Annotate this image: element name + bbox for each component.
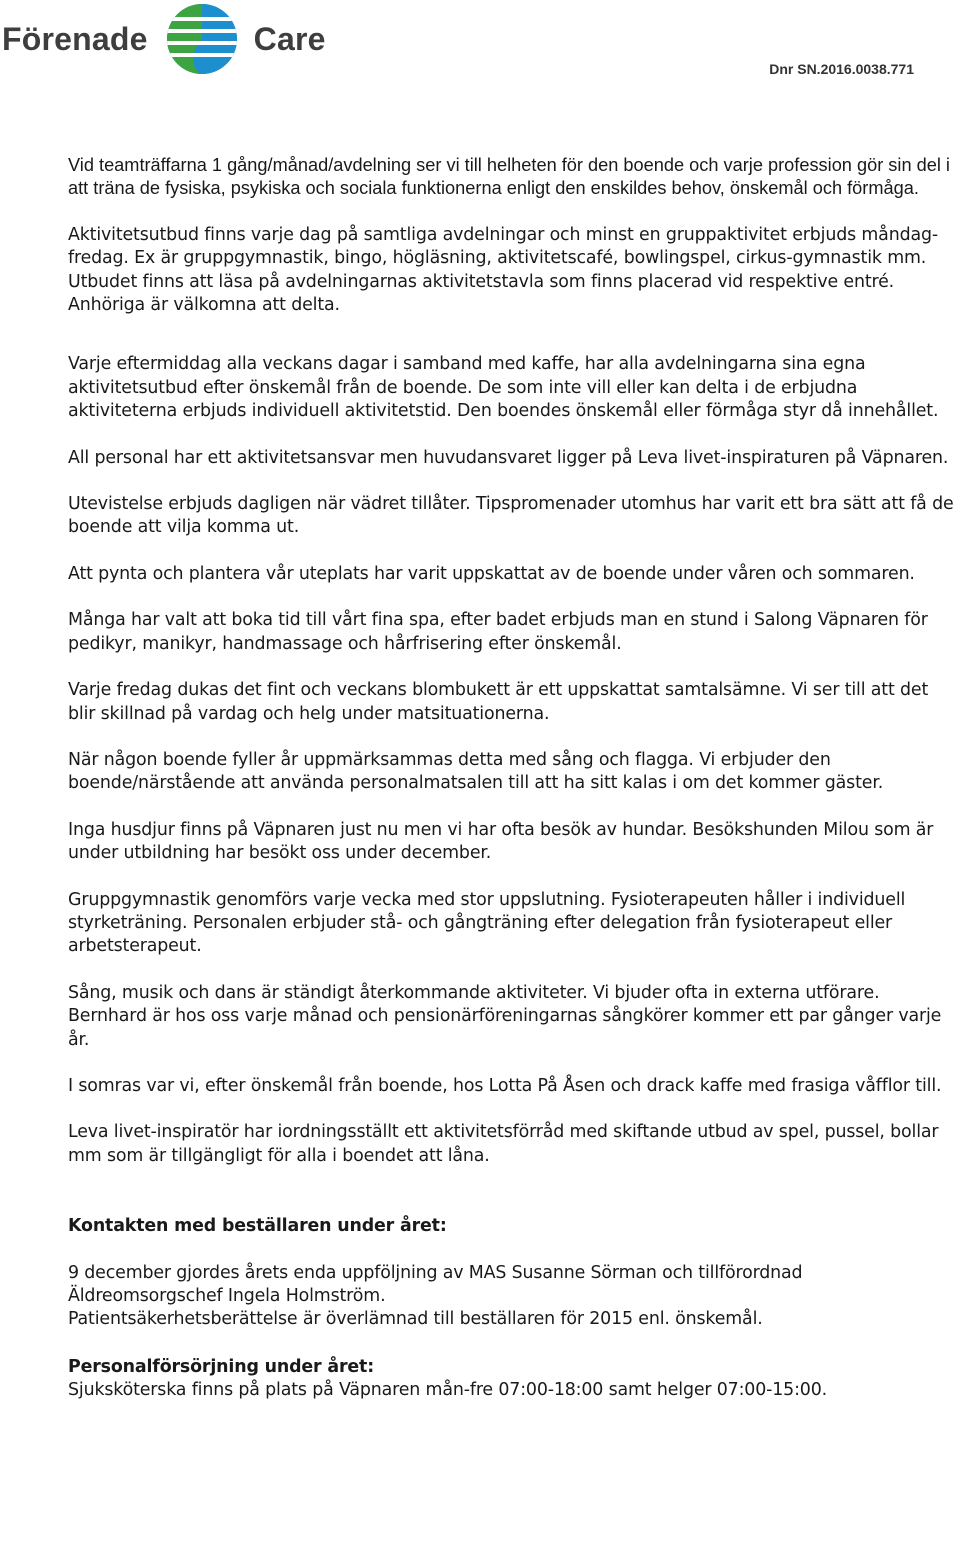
company-logo	[2, 2, 326, 76]
staffing-line-nurse: Sjuksköterska finns på plats på Väpnaren mån-fre 07:00-18:00 samt helger 07:00-15:00.	[68, 1380, 828, 1401]
paragraph-birthday: När någon boende fyller år uppmärksammas detta med sång och flagga. Vi erbjuder den boende/närstående att använda personalmatsalen till att ha sitt kalas i om det kommer gäster.	[68, 749, 884, 794]
paragraph-gymnastics: Gruppgymnastik genomförs varje vecka med stor uppslutning. Fysioterapeuten håller i individuell styrketräning. Personalen erbjuder stå- och gångträning efter delegation från fysioterapeut eller arbetsterapeut.	[68, 889, 906, 957]
logo-text-left: Förenade	[2, 21, 148, 57]
document-reference: Dnr SN.2016.0038.771	[769, 61, 914, 77]
document-body	[68, 154, 956, 1403]
logo-text-right: Care	[253, 21, 326, 57]
paragraph-patio: Att pynta och plantera vår uteplats har varit uppskattat av de boende under våren och sommaren.	[68, 563, 915, 584]
paragraph-spa: Många har valt att boka tid till vårt fina spa, efter badet erbjuds man en stund i Salong Väpnaren för pedikyr, manikyr, handmassage och hårfrisering efter önskemål.	[68, 610, 928, 654]
contact-line-followup: 9 december gjordes årets enda uppföljning av MAS Susanne Sörman och tillförordnad Äldreomsorgschef Ingela Holmström.	[68, 1262, 803, 1306]
paragraph-pets: Inga husdjur finns på Väpnaren just nu men vi har ofta besök av hundar. Besökshunden Milou som är under utbildning har besökt oss under december.	[68, 819, 934, 864]
logo-globe-icon	[166, 3, 238, 75]
paragraph-teammeetings: Vid teamträffarna 1 gång/månad/avdelning ser vi till helheten för den boende och varje profession gör sin del i att träna de fysiska, psykiska och sociala funktionerna enligt den enskildes behov, önskemål och förmåga.	[68, 155, 950, 199]
paragraph-outdoor: Utevistelse erbjuds dagligen när vädret tillåter. Tipspromenader utomhus har varit ett bra sätt att få de boende att vilja komma ut.	[68, 494, 954, 538]
section-heading-contact: Kontakten med beställaren under året:	[68, 1216, 447, 1237]
contact-line-patient-safety: Patientsäkerhetsberättelse är överlämnad till beställaren för 2015 enl. önskemål.	[68, 1309, 763, 1330]
paragraph-summer-trip: I somras var vi, efter önskemål från boende, hos Lotta På Åsen och drack kaffe med frasiga våfflor till.	[68, 1075, 942, 1096]
paragraph-friday: Varje fredag dukas det fint och veckans blombukett är ett uppskattat samtalsämne. Vi ser till att det blir skillnad på vardag och helg under matsituationerna.	[68, 680, 929, 724]
paragraph-responsibility: All personal har ett aktivitetsansvar men huvudansvaret ligger på Leva livet-inspiraturen på Väpnaren.	[68, 447, 949, 468]
paragraph-afternoon: Varje eftermiddag alla veckans dagar i samband med kaffe, har alla avdelningarna sina egna aktivitetsutbud efter önskemål från de boende. De som inte vill eller kan delta i de erbjudna aktiviteterna erbjuds individuell aktivitetstid. Den boendes önskemål eller förmåga styr då innehållet.	[68, 354, 939, 422]
paragraph-activities: Aktivitetsutbud finns varje dag på samtliga avdelningar och minst en gruppaktivitet erbjuds måndag-fredag. Ex är gruppgymnastik, bingo, högläsning, aktivitetscafé, bowlingspel, cirkus-gymnastik mm. Utbudet finns att läsa på avdelningarnas aktivitetstavla som finns placerad vid respektive entré. Anhöriga är välkomna att delta.	[68, 224, 938, 316]
section-heading-staffing: Personalförsörjning under året:	[68, 1356, 375, 1377]
paragraph-music: Sång, musik och dans är ständigt återkommande aktiviteter. Vi bjuder ofta in externa utförare. Bernhard är hos oss varje månad och pensionärföreningarnas sångkörer kommer ett par gånger varje år.	[68, 982, 942, 1050]
paragraph-storage: Leva livet-inspiratör har iordningsställt ett aktivitetsförråd med skiftande utbud av spel, pussel, bollar mm som är tillgängligt för alla i boendet att låna.	[68, 1122, 939, 1166]
